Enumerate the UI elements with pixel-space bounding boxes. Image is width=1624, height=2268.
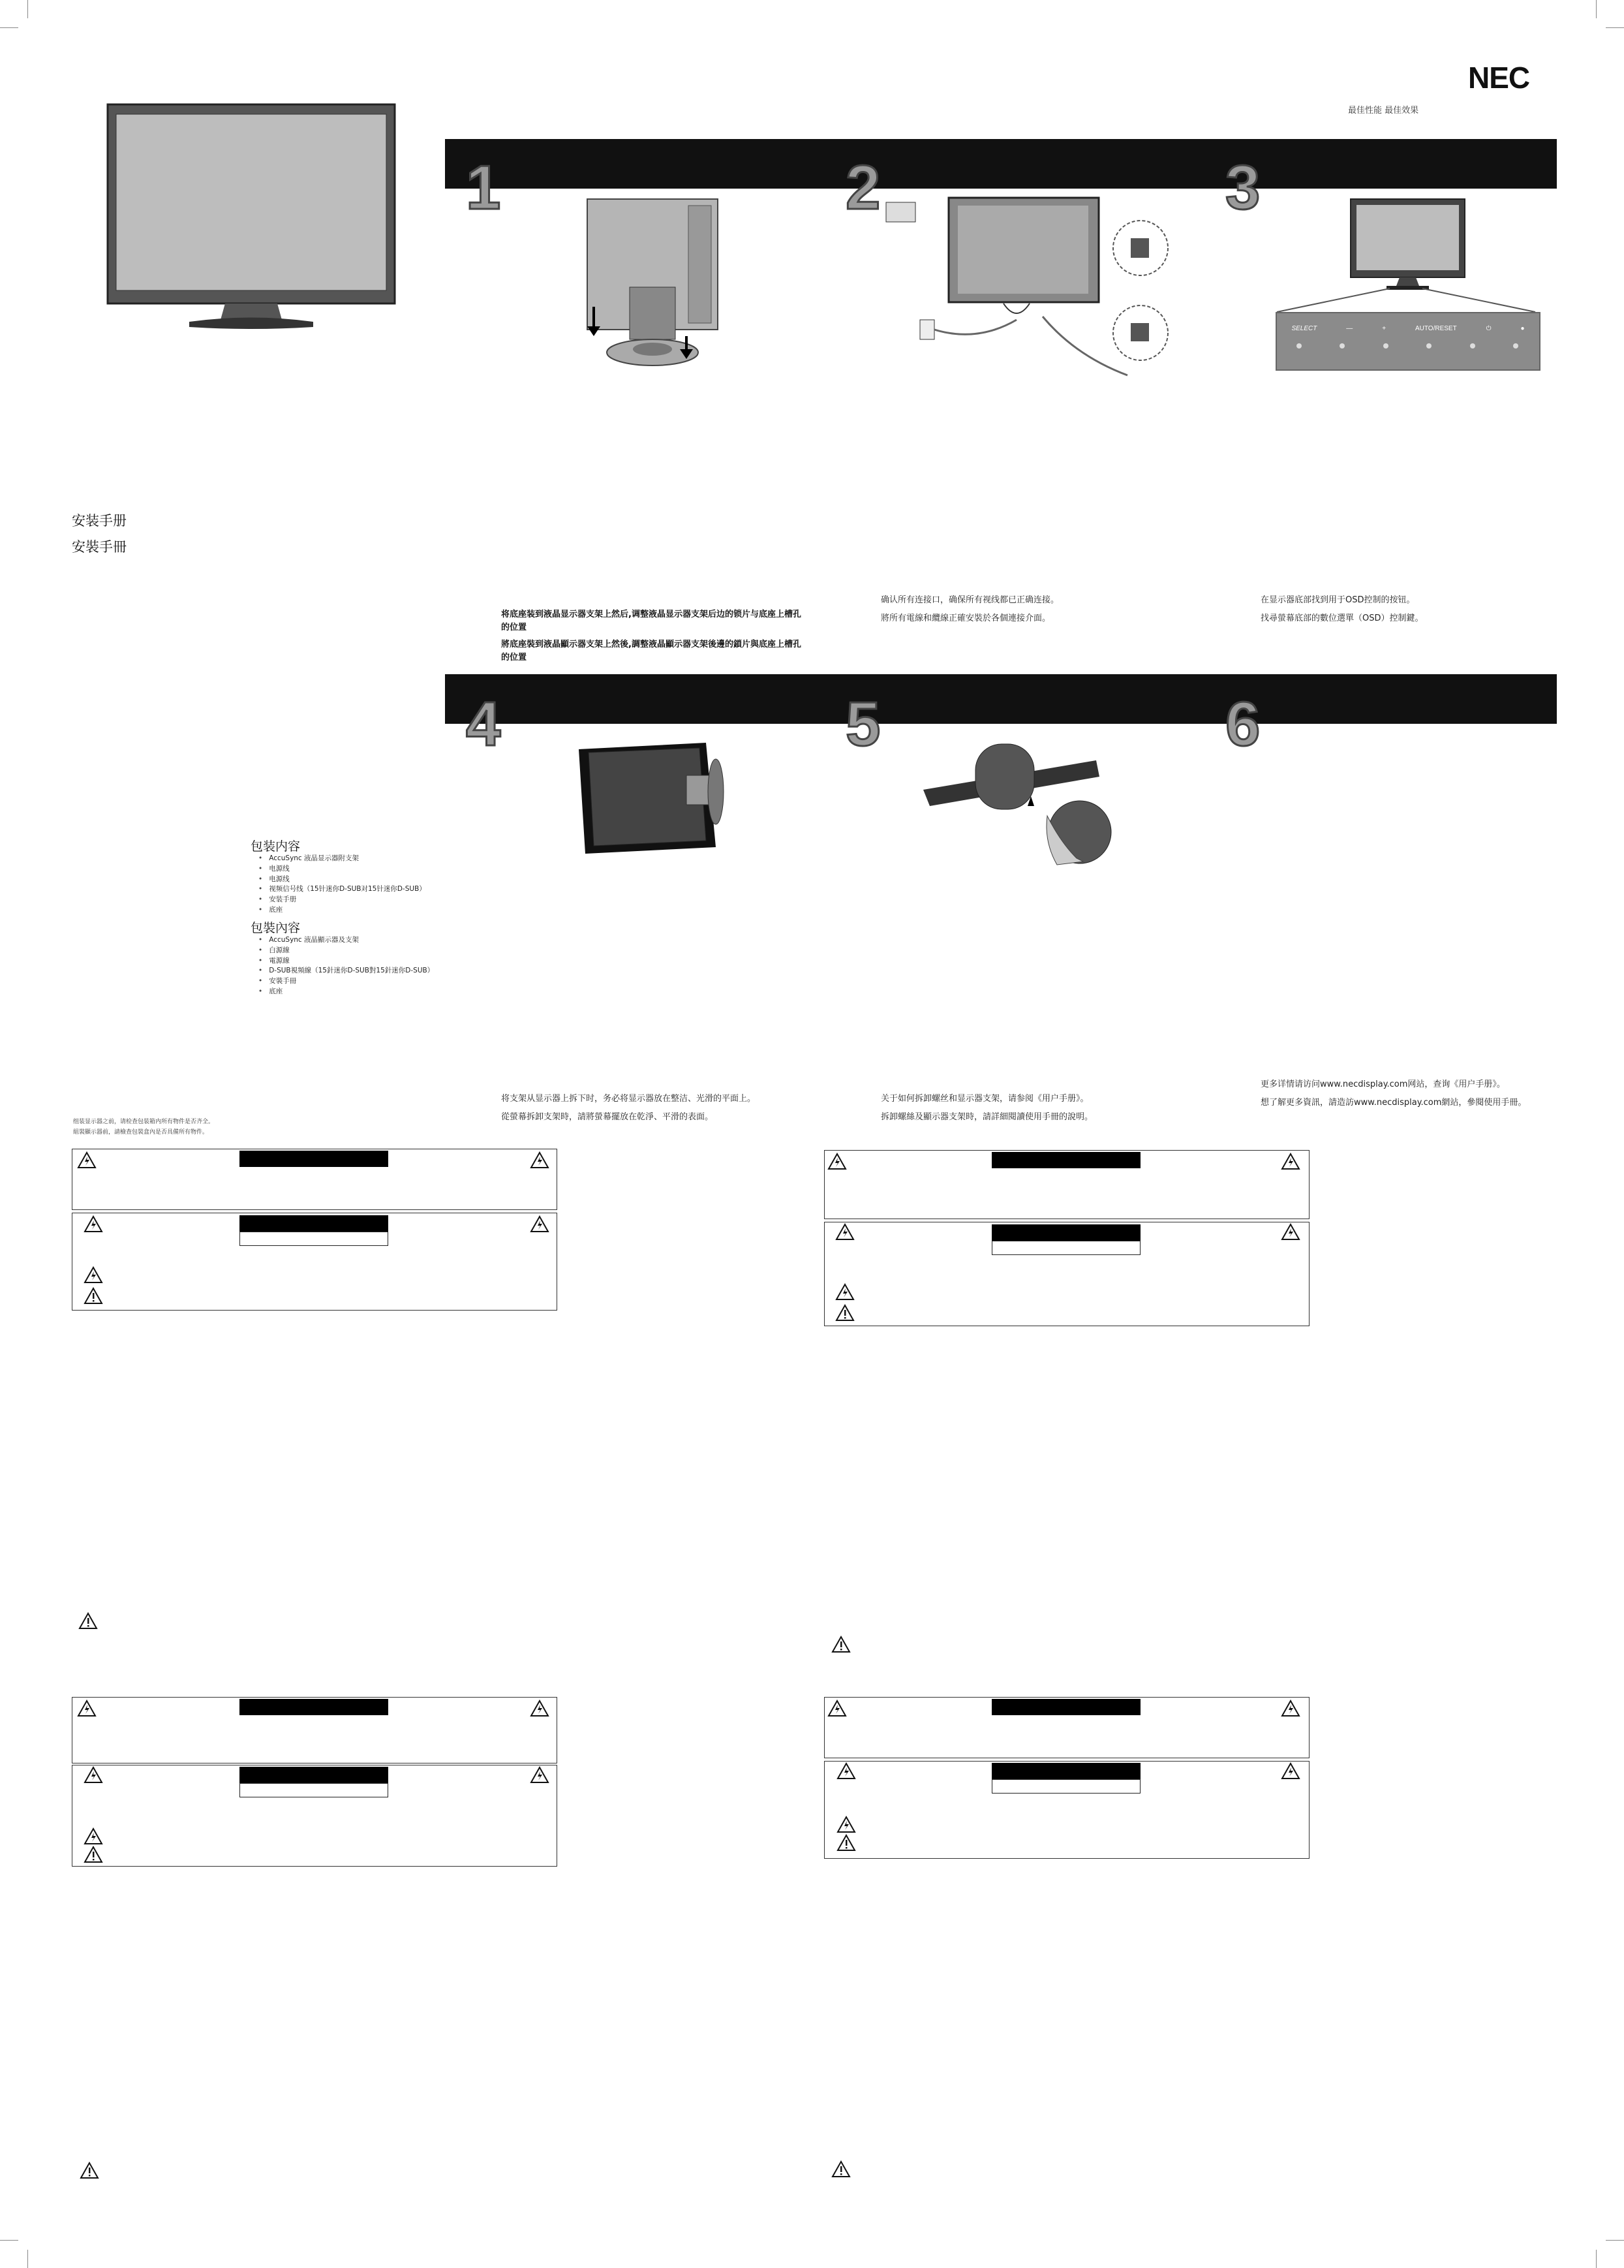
step2-cable-illustration — [880, 193, 1176, 388]
electric-shock-icon — [1281, 1223, 1300, 1241]
warning-sub-bar — [239, 1232, 388, 1246]
osd-zoom-lines — [1276, 287, 1537, 313]
step5-stand-removal-illustration — [920, 731, 1122, 868]
package-heading-simplified: 包装内容 — [251, 839, 301, 854]
steps-band-top — [445, 139, 1557, 189]
crop-mark — [1606, 2240, 1624, 2241]
step4-text-traditional: 從螢幕拆卸支架時，請將螢幕擺放在乾淨、平滑的表面。 — [501, 1112, 714, 1122]
monitor-front-illustration — [104, 101, 398, 333]
step1-text-simplified: 将底座装到液晶显示器支架上然后,调整液晶显示器支架后边的锁片与底座上槽孔的位置 — [501, 610, 801, 633]
osd-control-panel — [1276, 312, 1540, 371]
electric-shock-icon — [530, 1700, 549, 1717]
step-number-1: 1 — [466, 153, 501, 223]
warning-triangle-icon — [831, 2160, 851, 2178]
electric-shock-icon — [827, 1153, 847, 1170]
list-item: • 底座 — [258, 905, 426, 916]
osd-select-button[interactable]: SELECT — [1291, 325, 1317, 332]
caution-label-bar — [992, 1152, 1141, 1168]
electric-shock-icon — [84, 1766, 103, 1784]
crop-mark — [27, 0, 28, 18]
warning-triangle-icon — [835, 1304, 855, 1322]
electric-shock-icon — [835, 1283, 855, 1301]
list-item: • D-SUB視頻線（15針迷你D-SUB對15針迷你D-SUB） — [258, 966, 434, 976]
package-heading-traditional: 包裝內容 — [251, 921, 301, 935]
warning-triangle-icon — [80, 2162, 99, 2179]
step5-text-traditional: 拆卸螺絲及顯示器支架時，請詳細閱讀使用手冊的說明。 — [881, 1112, 1094, 1122]
electric-shock-icon — [1281, 1153, 1300, 1170]
electric-shock-icon — [530, 1766, 549, 1784]
caution-label-bar — [239, 1151, 388, 1167]
step-number-5: 5 — [846, 689, 881, 759]
electric-shock-icon — [77, 1700, 97, 1717]
electric-shock-icon — [84, 1827, 103, 1845]
electric-shock-icon — [1281, 1762, 1300, 1780]
warning-label-bar — [239, 1215, 388, 1232]
step6-text-traditional: 想了解更多資訊，請造訪www.necdisplay.com網站，參閱使用手冊。 — [1261, 1098, 1527, 1108]
note-simplified: 组装显示器之前，请检查包装箱内所有物件是否齐全。 — [73, 1119, 215, 1125]
warning-triangle-icon — [84, 1287, 103, 1305]
electric-shock-icon — [835, 1223, 855, 1241]
list-item: • 电源线 — [258, 864, 426, 875]
electric-shock-icon — [530, 1215, 549, 1233]
steps-band-bottom — [445, 674, 1557, 724]
osd-auto-reset-button[interactable]: AUTO/RESET — [1415, 325, 1457, 332]
step5-text-simplified: 关于如何拆卸螺丝和显示器支架，请参阅《用户手册》。 — [881, 1094, 1089, 1104]
electric-shock-icon — [77, 1151, 97, 1169]
step2-text-traditional: 將所有電線和纜線正確安裝於各個連接介面。 — [881, 614, 1051, 623]
nec-logo: NEC — [1468, 61, 1530, 95]
list-item: • AccuSync 液晶顯示器及支架 — [258, 935, 434, 946]
list-item: • 白源線 — [258, 946, 434, 956]
electric-shock-icon — [84, 1266, 103, 1284]
crop-mark — [27, 2250, 28, 2268]
electric-shock-icon — [1281, 1700, 1300, 1717]
package-list-traditional — [258, 935, 434, 997]
warning-sub-bar — [992, 1241, 1141, 1255]
electric-shock-icon — [530, 1151, 549, 1169]
warning-label-bar — [992, 1763, 1141, 1779]
warning-label-bar — [992, 1224, 1141, 1241]
step4-text-simplified: 将支架从显示器上拆下时，务必将显示器放在整洁、光滑的平面上。 — [501, 1094, 756, 1104]
list-item: • 底座 — [258, 987, 434, 997]
title-simplified: 安装手册 — [72, 513, 127, 529]
crop-mark — [0, 2240, 18, 2241]
list-item: • 安装手册 — [258, 895, 426, 905]
list-item: • 电源线 — [258, 875, 426, 885]
list-item: • 视频信号线（15针迷你D-SUB对15针迷你D-SUB） — [258, 884, 426, 895]
crop-mark — [0, 27, 18, 28]
crop-mark — [1596, 2250, 1597, 2268]
warning-label-bar — [239, 1767, 388, 1783]
note-traditional: 組裝顯示器前，請檢查包裝盒內是否具備所有物件。 — [73, 1129, 209, 1136]
crop-mark — [1606, 27, 1624, 28]
step4-monitor-facedown-illustration — [575, 736, 729, 855]
package-list-simplified — [258, 854, 426, 916]
step3-monitor-illustration — [1347, 196, 1468, 290]
step-number-4: 4 — [466, 689, 501, 759]
step-number-6: 6 — [1225, 689, 1261, 759]
list-item: • AccuSync 液晶显示器附支架 — [258, 854, 426, 864]
osd-power-led: ● — [1520, 325, 1525, 332]
step2-text-simplified: 确认所有连接口，确保所有视线都已正确连接。 — [881, 595, 1060, 605]
caution-label-bar — [992, 1699, 1141, 1715]
list-item: • 電源線 — [258, 956, 434, 967]
osd-power-button[interactable]: ⏻ — [1486, 325, 1492, 332]
warning-triangle-icon — [836, 1834, 856, 1852]
caution-label-bar — [239, 1699, 388, 1715]
step6-text-simplified: 更多详情请访问www.necdisplay.com网站，查询《用户手册》。 — [1261, 1080, 1505, 1089]
step3-text-simplified: 在显示器底部找到用于OSD控制的按钮。 — [1261, 595, 1415, 605]
osd-minus-button[interactable]: — — [1346, 325, 1353, 332]
warning-triangle-icon — [78, 1612, 98, 1630]
step1-text-traditional: 將底座裝到液晶顯示器支架上然後,調整液晶顯示器支架後邊的鎖片與底座上槽孔的位置 — [501, 640, 801, 663]
step-number-2: 2 — [846, 153, 881, 223]
warning-triangle-icon — [831, 1636, 851, 1653]
step1-stand-illustration — [574, 196, 731, 373]
warning-sub-bar — [992, 1779, 1141, 1794]
electric-shock-icon — [827, 1700, 847, 1717]
step-number-3: 3 — [1225, 153, 1261, 223]
osd-plus-button[interactable]: + — [1382, 325, 1387, 332]
warning-sub-bar — [239, 1783, 388, 1797]
crop-mark — [1596, 0, 1597, 18]
step3-text-traditional: 找尋螢幕底部的數位選單（OSD）控制鍵。 — [1261, 614, 1424, 623]
electric-shock-icon — [836, 1816, 856, 1833]
electric-shock-icon — [84, 1215, 103, 1233]
title-traditional: 安裝手冊 — [72, 539, 127, 555]
list-item: • 安裝手冊 — [258, 976, 434, 987]
electric-shock-icon — [836, 1762, 856, 1780]
warning-triangle-icon — [84, 1846, 103, 1863]
tagline: 最佳性能 最佳效果 — [1348, 106, 1419, 116]
